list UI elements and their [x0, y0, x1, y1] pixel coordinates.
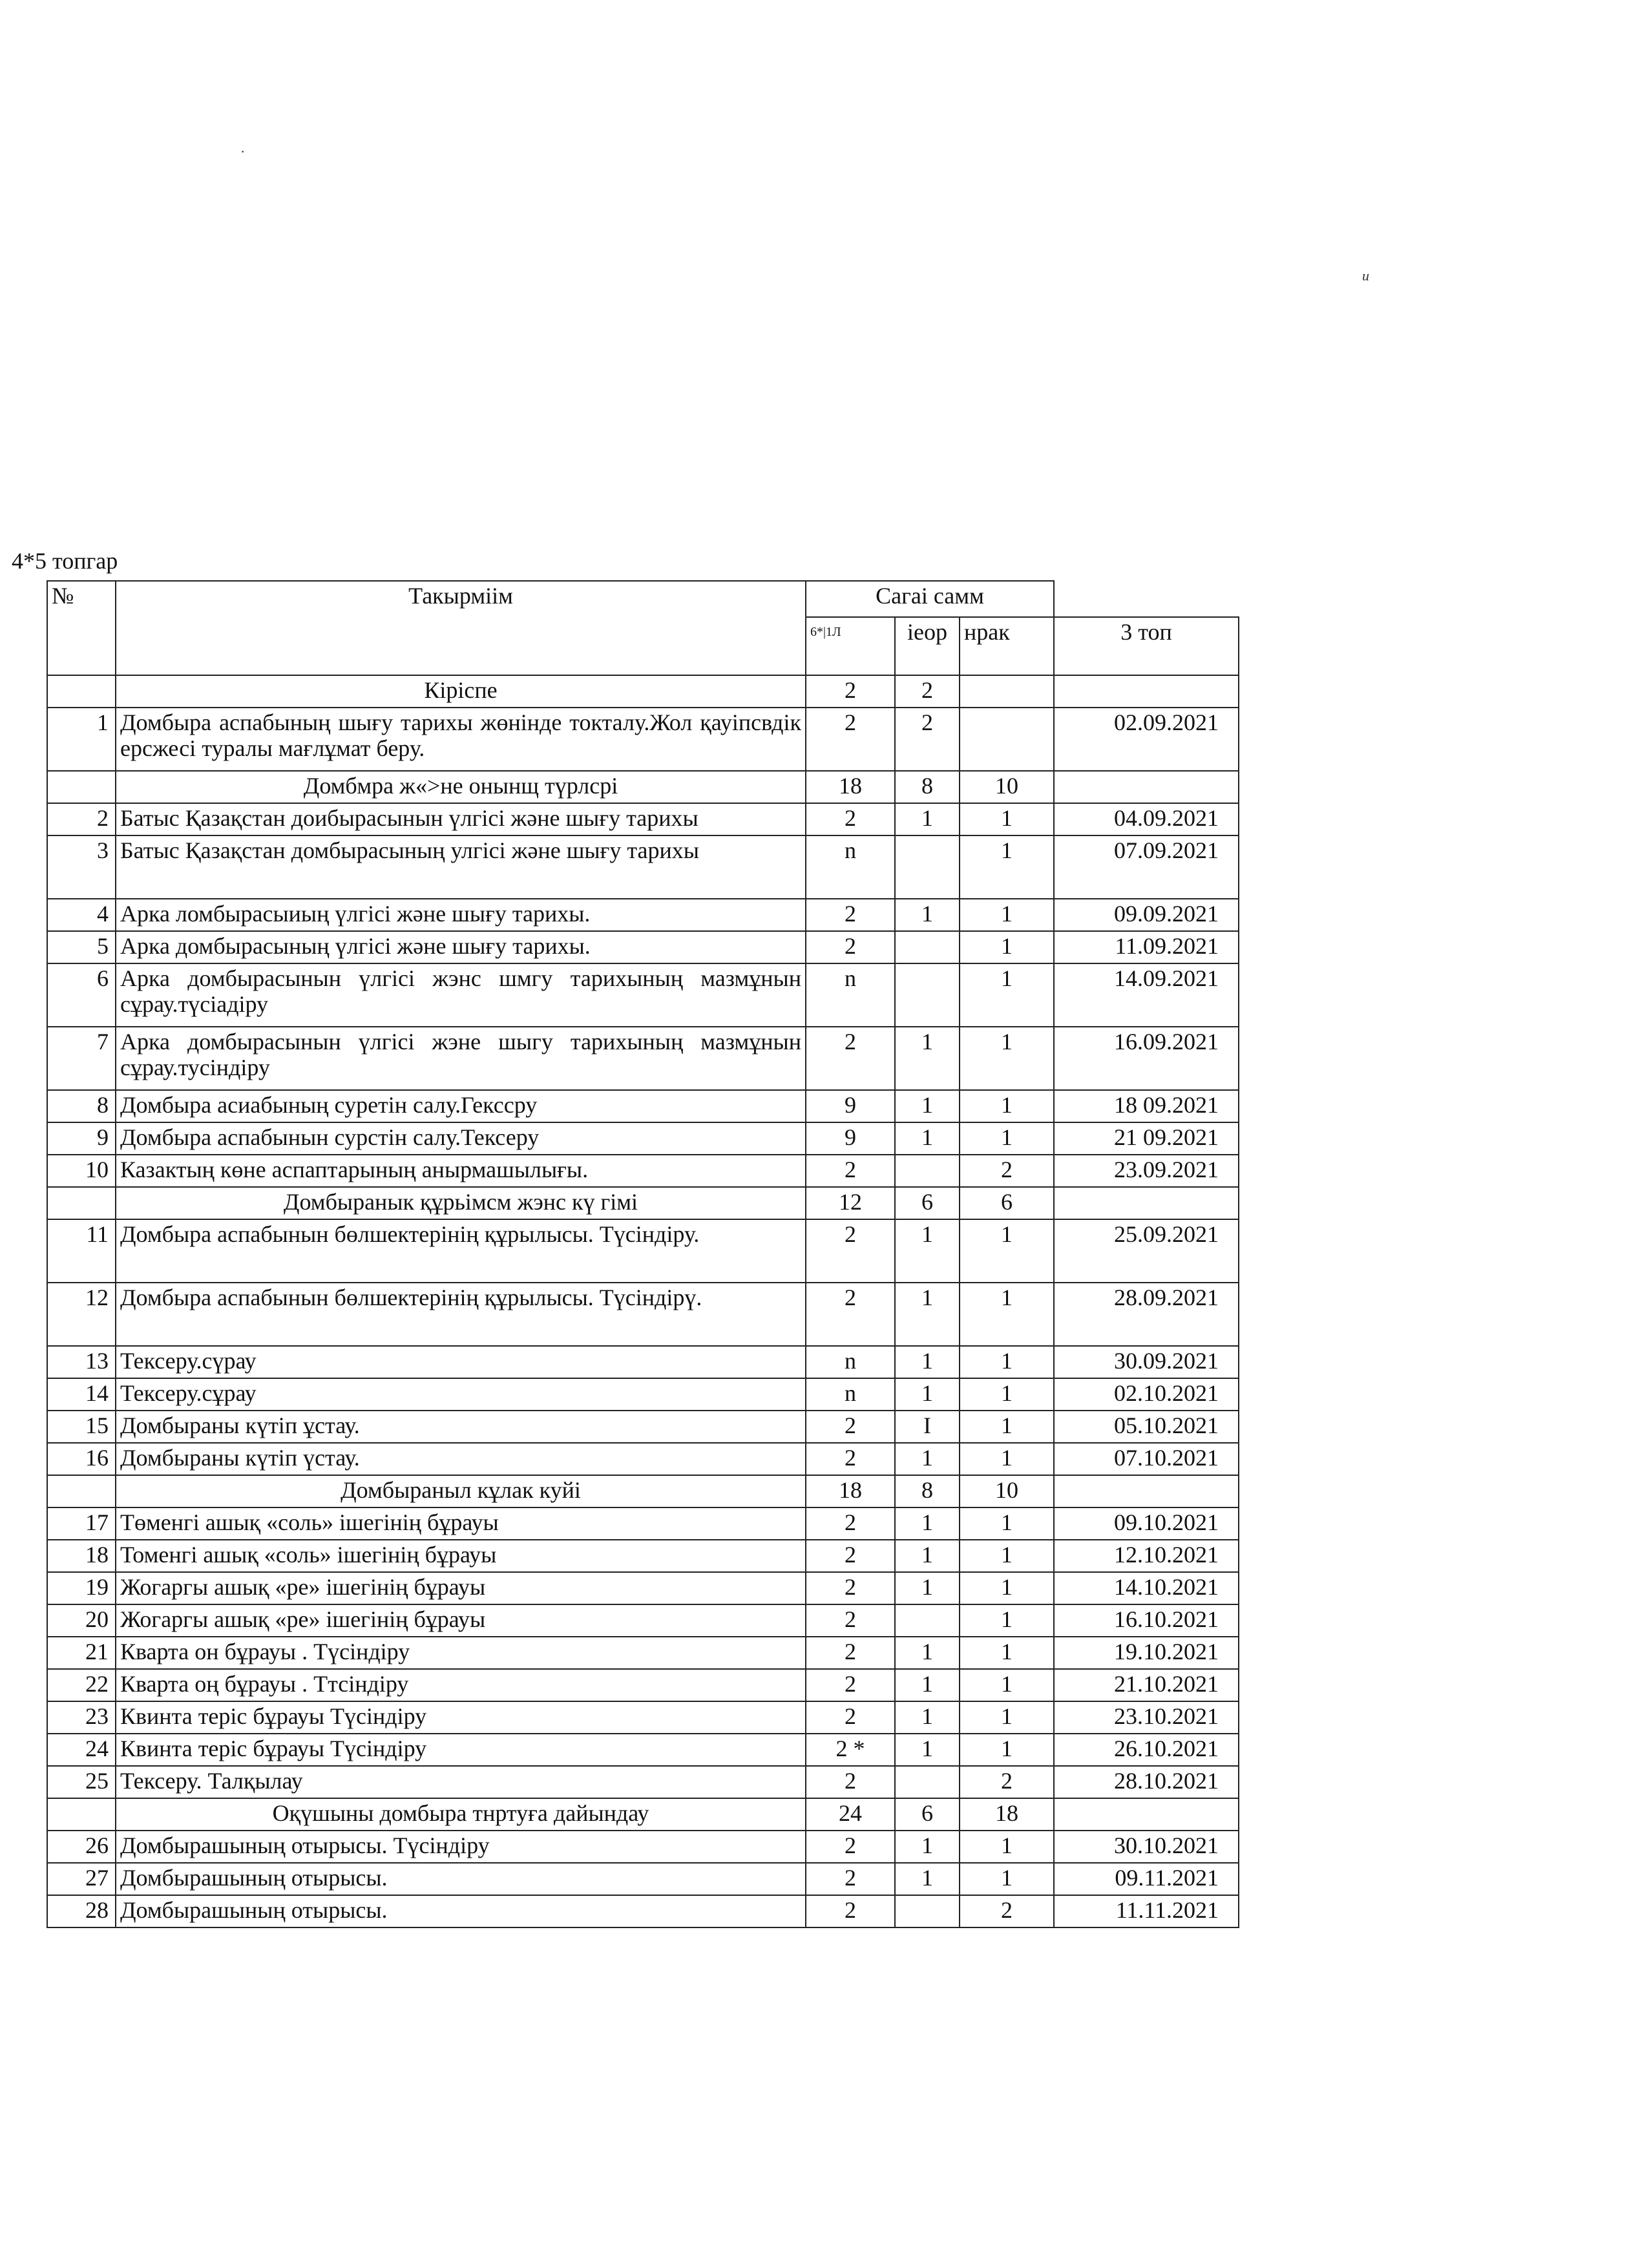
lesson-date: 16.09.2021: [1054, 1027, 1239, 1090]
hours-theory: 1: [895, 899, 960, 931]
hours-practice: 1: [960, 1378, 1054, 1411]
header-practice: нрак: [960, 617, 1054, 675]
hours-total: 2: [806, 1507, 895, 1540]
lesson-date: 07.10.2021: [1054, 1443, 1239, 1475]
lesson-topic: Батыс Қазақстан домбырасының улгісі және шығу тарихы: [116, 835, 806, 899]
lesson-topic: Тексеру. Талқылау: [116, 1766, 806, 1798]
lesson-date: [1054, 675, 1239, 708]
hours-total: 2: [806, 1669, 895, 1701]
lesson-row: [47, 1604, 1239, 1637]
lesson-row: [47, 1122, 1239, 1155]
hours-practice: 1: [960, 1507, 1054, 1540]
hours-practice: 1: [960, 835, 1054, 899]
hours-theory: 1: [895, 1669, 960, 1701]
row-number: [47, 1475, 116, 1507]
hours-practice: 18: [960, 1798, 1054, 1831]
hours-total: 2: [806, 708, 895, 771]
header-total-label: 6*|1Л: [810, 625, 841, 639]
lesson-row: [47, 963, 1239, 1027]
hours-theory: 1: [895, 1346, 960, 1378]
scan-corner-mark: и: [1362, 268, 1369, 284]
lesson-topic: Арка домбырасынын үлгісі жэне шыгу тарихының мазмұнын сұрау.тусіндіру: [116, 1027, 806, 1090]
hours-practice: [960, 708, 1054, 771]
row-number: 28: [47, 1895, 116, 1927]
hours-total: 9: [806, 1122, 895, 1155]
hours-practice: 1: [960, 1669, 1054, 1701]
hours-total: 2: [806, 1283, 895, 1346]
hours-practice: 1: [960, 1831, 1054, 1863]
hours-practice: 1: [960, 1540, 1054, 1572]
section-title: Домбмра ж«>не онынщ түрлсрі: [116, 771, 806, 803]
lesson-date: 14.10.2021: [1054, 1572, 1239, 1604]
lesson-topic: Домбырашының отырысы.: [116, 1863, 806, 1895]
hours-total: 2: [806, 1604, 895, 1637]
lesson-date: 30.09.2021: [1054, 1346, 1239, 1378]
lesson-topic: Домбыра аспабынын сурстін салу.Тексеру: [116, 1122, 806, 1155]
lesson-row: [47, 931, 1239, 963]
lesson-row: [47, 708, 1239, 771]
hours-theory: 1: [895, 1540, 960, 1572]
lesson-date: 05.10.2021: [1054, 1411, 1239, 1443]
hours-total: 9: [806, 1090, 895, 1122]
schedule-body: [47, 675, 1239, 1927]
hours-practice: 10: [960, 771, 1054, 803]
lesson-row: [47, 1572, 1239, 1604]
lesson-date: 26.10.2021: [1054, 1734, 1239, 1766]
lesson-date: [1054, 771, 1239, 803]
lesson-row: [47, 1831, 1239, 1863]
row-number: 20: [47, 1604, 116, 1637]
hours-theory: 1: [895, 1283, 960, 1346]
lesson-date: 18 09.2021: [1054, 1090, 1239, 1122]
row-number: 10: [47, 1155, 116, 1187]
lesson-topic: Домбыра асиабының суретін салу.Гекссру: [116, 1090, 806, 1122]
lesson-date: [1054, 1798, 1239, 1831]
lesson-row: [47, 1701, 1239, 1734]
row-number: 24: [47, 1734, 116, 1766]
lesson-topic: Домбырашының отырысы. Түсіндіру: [116, 1831, 806, 1863]
hours-theory: 1: [895, 1219, 960, 1283]
lesson-row: [47, 1027, 1239, 1090]
hours-practice: 1: [960, 1863, 1054, 1895]
hours-practice: 1: [960, 1122, 1054, 1155]
row-number: 5: [47, 931, 116, 963]
hours-total: 2: [806, 803, 895, 835]
lesson-row: [47, 1863, 1239, 1895]
row-number: 1: [47, 708, 116, 771]
lesson-date: 07.09.2021: [1054, 835, 1239, 899]
lesson-date: 30.10.2021: [1054, 1831, 1239, 1863]
lesson-row: [47, 899, 1239, 931]
hours-total: 2: [806, 931, 895, 963]
lesson-date: 11.11.2021: [1054, 1895, 1239, 1927]
hours-theory: 1: [895, 1863, 960, 1895]
header-topic: Такырміім: [116, 581, 806, 675]
lesson-topic: Квинта теріс бұрауы Түсіндіру: [116, 1701, 806, 1734]
hours-practice: [960, 675, 1054, 708]
hours-total: 2: [806, 1863, 895, 1895]
lesson-row: [47, 1411, 1239, 1443]
hours-theory: 1: [895, 1637, 960, 1669]
hours-theory: 8: [895, 1475, 960, 1507]
header-empty: [1054, 581, 1239, 617]
section-row: [47, 675, 1239, 708]
lesson-topic: Квинта теріс бұрауы Түсіндіру: [116, 1734, 806, 1766]
lesson-topic: Казактың көне аспаптарының анырмашылығы.: [116, 1155, 806, 1187]
lesson-topic: Тексеру.сұрау: [116, 1378, 806, 1411]
hours-theory: [895, 835, 960, 899]
hours-total: 2: [806, 1831, 895, 1863]
lesson-topic: Арка домбырасының үлгісі және шығу тарихы.: [116, 931, 806, 963]
lesson-date: 04.09.2021: [1054, 803, 1239, 835]
lesson-row: [47, 1540, 1239, 1572]
hours-practice: 1: [960, 1443, 1054, 1475]
row-number: [47, 1187, 116, 1219]
hours-practice: 1: [960, 1346, 1054, 1378]
lesson-date: [1054, 1475, 1239, 1507]
hours-theory: 6: [895, 1187, 960, 1219]
lesson-date: 12.10.2021: [1054, 1540, 1239, 1572]
hours-theory: 2: [895, 708, 960, 771]
hours-total: 24: [806, 1798, 895, 1831]
hours-practice: 1: [960, 1604, 1054, 1637]
hours-theory: 1: [895, 1734, 960, 1766]
lesson-row: [47, 1378, 1239, 1411]
section-title: Кіріспе: [116, 675, 806, 708]
lesson-topic: Домбыра аспабынын бөлшектерінің құрылысы. Түсіндіру.: [116, 1219, 806, 1283]
hours-theory: 1: [895, 1122, 960, 1155]
hours-total: n: [806, 1378, 895, 1411]
hours-total: n: [806, 1346, 895, 1378]
lesson-row: [47, 1346, 1239, 1378]
lesson-topic: Домбыраны күтіп үстау.: [116, 1443, 806, 1475]
hours-theory: 1: [895, 1507, 960, 1540]
header-row: [47, 581, 1239, 617]
hours-theory: [895, 931, 960, 963]
hours-total: 18: [806, 771, 895, 803]
hours-practice: 1: [960, 1219, 1054, 1283]
hours-theory: I: [895, 1411, 960, 1443]
hours-total: 2: [806, 1155, 895, 1187]
hours-total: 2: [806, 1637, 895, 1669]
lesson-topic: Арка домбырасынын үлгісі жэнс шмгу тарихының мазмұнын сұрау.түсіадіру: [116, 963, 806, 1027]
lesson-date: 25.09.2021: [1054, 1219, 1239, 1283]
row-number: 2: [47, 803, 116, 835]
hours-total: 2: [806, 1895, 895, 1927]
lesson-row: [47, 835, 1239, 899]
row-number: 19: [47, 1572, 116, 1604]
row-number: 18: [47, 1540, 116, 1572]
hours-total: n: [806, 963, 895, 1027]
row-number: 6: [47, 963, 116, 1027]
lesson-topic: Домбыра аспабының шығу тарихы жөнінде токталу.Жол қауіпсвдік ерсжесі туралы мағлұмат беру.: [116, 708, 806, 771]
hours-total: 2: [806, 1572, 895, 1604]
lesson-topic: Батыс Қазақстан доибырасынын үлгісі және шығу тарихы: [116, 803, 806, 835]
lesson-row: [47, 1443, 1239, 1475]
hours-practice: 2: [960, 1895, 1054, 1927]
row-number: 14: [47, 1378, 116, 1411]
row-number: [47, 675, 116, 708]
lesson-date: 21.10.2021: [1054, 1669, 1239, 1701]
lesson-row: [47, 1219, 1239, 1283]
hours-practice: 1: [960, 1283, 1054, 1346]
lesson-topic: Арка ломбырасыиың үлгісі және шығу тарихы.: [116, 899, 806, 931]
row-number: [47, 771, 116, 803]
hours-total: 2: [806, 1219, 895, 1283]
lesson-date: 28.09.2021: [1054, 1283, 1239, 1346]
group-label: 4*5 топгар: [12, 548, 118, 574]
hours-total: 12: [806, 1187, 895, 1219]
hours-total: 2: [806, 675, 895, 708]
lesson-row: [47, 1283, 1239, 1346]
section-title: Оқүшыны домбыра тнртуға дайындау: [116, 1798, 806, 1831]
row-number: 11: [47, 1219, 116, 1283]
hours-practice: 1: [960, 1637, 1054, 1669]
lesson-row: [47, 1090, 1239, 1122]
row-number: 4: [47, 899, 116, 931]
lesson-topic: Кварта он бұрауы . Түсіндіру: [116, 1637, 806, 1669]
header-total: [806, 617, 895, 675]
lesson-row: [47, 1734, 1239, 1766]
lesson-date: 16.10.2021: [1054, 1604, 1239, 1637]
row-number: 22: [47, 1669, 116, 1701]
hours-theory: 1: [895, 1572, 960, 1604]
hours-theory: 1: [895, 1378, 960, 1411]
hours-total: 18: [806, 1475, 895, 1507]
hours-practice: 1: [960, 803, 1054, 835]
lesson-date: [1054, 1187, 1239, 1219]
row-number: 23: [47, 1701, 116, 1734]
row-number: 9: [47, 1122, 116, 1155]
lesson-date: 19.10.2021: [1054, 1637, 1239, 1669]
lesson-topic: Кварта оң бұрауы . Ттсіндіру: [116, 1669, 806, 1701]
lesson-date: 14.09.2021: [1054, 963, 1239, 1027]
lesson-date: 23.10.2021: [1054, 1701, 1239, 1734]
hours-theory: 1: [895, 1831, 960, 1863]
hours-total: 2: [806, 1027, 895, 1090]
hours-theory: [895, 1895, 960, 1927]
lesson-date: 02.09.2021: [1054, 708, 1239, 771]
lesson-topic: Жогаргы ашық «ре» ішегінің бұрауы: [116, 1572, 806, 1604]
hours-theory: 6: [895, 1798, 960, 1831]
hours-practice: 1: [960, 963, 1054, 1027]
section-row: [47, 1187, 1239, 1219]
section-row: [47, 1798, 1239, 1831]
hours-practice: 2: [960, 1155, 1054, 1187]
row-number: 17: [47, 1507, 116, 1540]
lesson-topic: Домбыраны күтіп ұстау.: [116, 1411, 806, 1443]
row-number: [47, 1798, 116, 1831]
lesson-date: 11.09.2021: [1054, 931, 1239, 963]
hours-total: 2: [806, 1540, 895, 1572]
hours-total: 2 *: [806, 1734, 895, 1766]
hours-theory: 1: [895, 1027, 960, 1090]
lesson-row: [47, 1637, 1239, 1669]
lesson-date: 09.09.2021: [1054, 899, 1239, 931]
hours-theory: 2: [895, 675, 960, 708]
lesson-topic: Жогаргы ашық «ре» ішегінің бұрауы: [116, 1604, 806, 1637]
lesson-date: 23.09.2021: [1054, 1155, 1239, 1187]
lesson-topic: Домбыра аспабынын бөлшектерінің құрылысы. Түсіндірү.: [116, 1283, 806, 1346]
lesson-row: [47, 1766, 1239, 1798]
lesson-row: [47, 803, 1239, 835]
hours-theory: [895, 1155, 960, 1187]
lesson-date: 09.10.2021: [1054, 1507, 1239, 1540]
hours-practice: 10: [960, 1475, 1054, 1507]
section-row: [47, 1475, 1239, 1507]
row-number: 12: [47, 1283, 116, 1346]
header-hours: Сагаі самм: [806, 581, 1054, 617]
hours-total: 2: [806, 1443, 895, 1475]
hours-theory: 8: [895, 771, 960, 803]
hours-theory: 1: [895, 1443, 960, 1475]
hours-total: 2: [806, 1411, 895, 1443]
hours-theory: 1: [895, 1090, 960, 1122]
hours-total: 2: [806, 1766, 895, 1798]
lesson-row: [47, 1669, 1239, 1701]
header-number: №: [47, 581, 116, 675]
section-title: Домбыраныл кұлак куйі: [116, 1475, 806, 1507]
lesson-row: [47, 1155, 1239, 1187]
hours-total: 2: [806, 899, 895, 931]
scan-dot-mark: ·: [240, 143, 246, 160]
lesson-date: 09.11.2021: [1054, 1863, 1239, 1895]
lesson-topic: Төменгі ашық «соль» ішегінің бұрауы: [116, 1507, 806, 1540]
hours-total: n: [806, 835, 895, 899]
lesson-row: [47, 1507, 1239, 1540]
schedule-table: [47, 580, 1239, 1928]
hours-theory: [895, 1766, 960, 1798]
lesson-date: 02.10.2021: [1054, 1378, 1239, 1411]
row-number: 21: [47, 1637, 116, 1669]
row-number: 26: [47, 1831, 116, 1863]
lesson-row: [47, 1895, 1239, 1927]
section-row: [47, 771, 1239, 803]
hours-practice: 2: [960, 1766, 1054, 1798]
row-number: 7: [47, 1027, 116, 1090]
hours-practice: 1: [960, 1090, 1054, 1122]
row-number: 16: [47, 1443, 116, 1475]
hours-practice: 1: [960, 1572, 1054, 1604]
row-number: 25: [47, 1766, 116, 1798]
hours-theory: [895, 1604, 960, 1637]
hours-theory: 1: [895, 1701, 960, 1734]
row-number: 15: [47, 1411, 116, 1443]
hours-practice: 1: [960, 1027, 1054, 1090]
row-number: 13: [47, 1346, 116, 1378]
hours-practice: 6: [960, 1187, 1054, 1219]
row-number: 3: [47, 835, 116, 899]
header-group: 3 топ: [1054, 617, 1239, 675]
hours-practice: 1: [960, 931, 1054, 963]
lesson-topic: Тексеру.сүрау: [116, 1346, 806, 1378]
hours-practice: 1: [960, 899, 1054, 931]
hours-practice: 1: [960, 1411, 1054, 1443]
lesson-topic: Томенгі ашық «соль» ішегінің бұрауы: [116, 1540, 806, 1572]
header-theory: іеор: [895, 617, 960, 675]
hours-practice: 1: [960, 1734, 1054, 1766]
lesson-topic: Домбырашының отырысы.: [116, 1895, 806, 1927]
lesson-date: 21 09.2021: [1054, 1122, 1239, 1155]
hours-theory: 1: [895, 803, 960, 835]
hours-total: 2: [806, 1701, 895, 1734]
hours-theory: [895, 963, 960, 1027]
row-number: 27: [47, 1863, 116, 1895]
lesson-date: 28.10.2021: [1054, 1766, 1239, 1798]
hours-practice: 1: [960, 1701, 1054, 1734]
section-title: Домбыранык құрьімсм жэнс кү гімі: [116, 1187, 806, 1219]
row-number: 8: [47, 1090, 116, 1122]
